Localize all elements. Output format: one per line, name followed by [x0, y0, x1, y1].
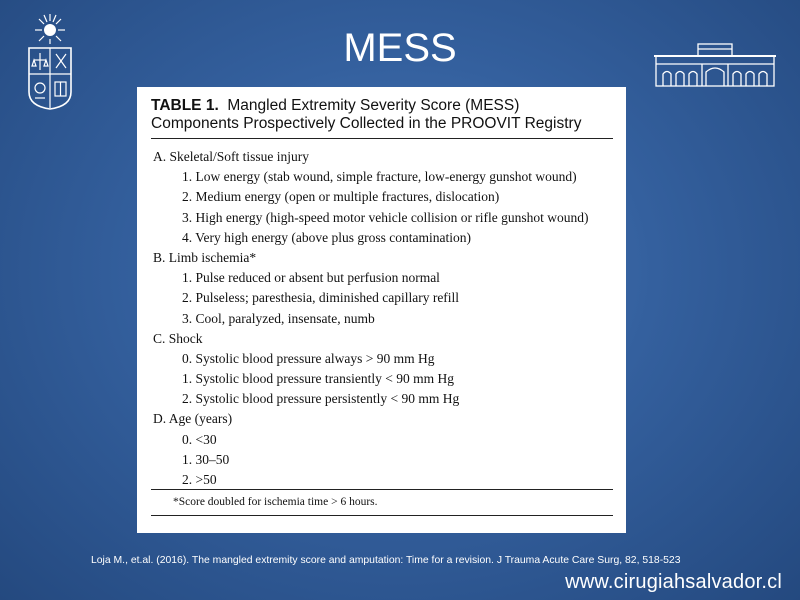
- table-item: 2. Systolic blood pressure persistently < 90 mm Hg: [182, 391, 460, 407]
- table-caption-line-1: [151, 97, 613, 115]
- table-item: 3. Cool, paralyzed, insensate, numb: [182, 310, 375, 326]
- table-section-heading: A. Skeletal/Soft tissue injury: [153, 149, 309, 164]
- table-item: 1. Low energy (stab wound, simple fracture, low-energy gunshot wound): [182, 169, 577, 185]
- website-url: www.cirugiahsalvador.cl: [565, 571, 782, 593]
- table-section-heading: C. Shock: [153, 330, 203, 346]
- table-item: 0. Systolic blood pressure always > 90 mm Hg: [182, 350, 435, 366]
- slide-title: MESS: [343, 26, 457, 70]
- table-bottom-rule: [151, 489, 613, 490]
- table-section-heading: D. Age (years): [153, 411, 233, 427]
- table-item: 2. Medium energy (open or multiple fractures, dislocation): [182, 189, 500, 205]
- table-top-rule: [151, 138, 613, 139]
- table-item: 0. <30: [182, 431, 217, 447]
- table-item: 1. 30–50: [182, 451, 230, 467]
- table-item: 3. High energy (high-speed motor vehicle collision or rifle gunshot wound): [182, 209, 589, 225]
- table-section-heading: B. Limb ischemia*: [153, 249, 257, 265]
- table-footnote: *Score doubled for ischemia time > 6 hours.: [173, 496, 378, 508]
- table-item: 2. >50: [182, 472, 217, 487]
- table-end-rule: [151, 515, 613, 516]
- table-title-line-1: Mangled Extremity Severity Score (MESS): [227, 97, 520, 114]
- table-item: 1. Systolic blood pressure transiently < 90 mm Hg: [182, 371, 454, 387]
- table-item: 1. Pulse reduced or absent but perfusion normal: [182, 270, 440, 286]
- table-caption: [151, 97, 613, 133]
- table-label: TABLE 1.: [151, 97, 219, 114]
- table-item: 2. Pulseless; paresthesia, diminished capillary refill: [182, 290, 460, 306]
- table-rows: [151, 147, 613, 490]
- table-item: 4. Very high energy (above plus gross contamination): [182, 229, 471, 245]
- mess-table: [137, 87, 626, 533]
- table-title-line-2: Components Prospectively Collected in the PROOVIT Registry: [151, 115, 582, 132]
- citation: Loja M., et.al. (2016). The mangled extremity score and amputation: Time for a revision. J Trauma Acute Care Surg, 82, 518-523: [91, 555, 681, 566]
